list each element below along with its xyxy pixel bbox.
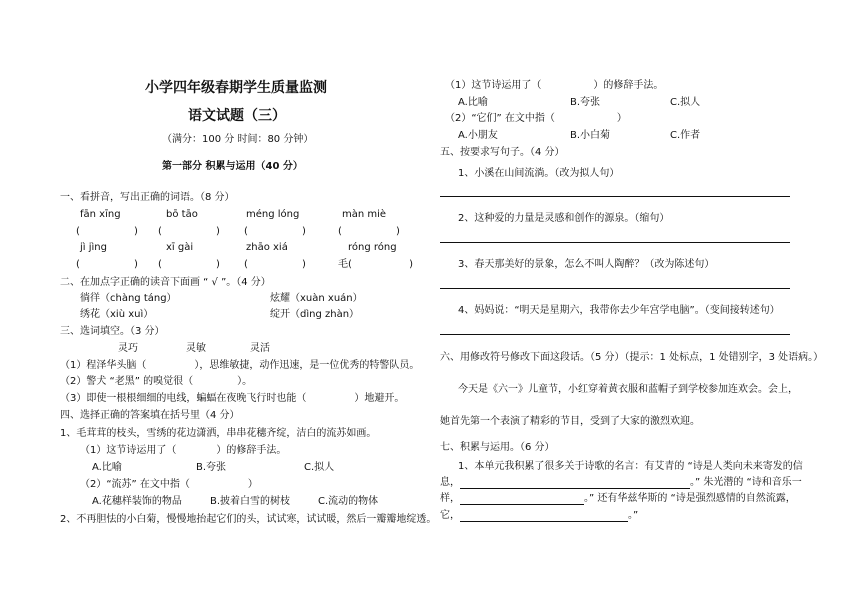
answer-box-mao[interactable]: 毛( ) [338, 259, 414, 270]
word-option: 灵活 [250, 343, 270, 354]
option-a[interactable]: A.比喻 [92, 462, 122, 473]
answer-blank[interactable] [460, 493, 584, 505]
q1-title: 一、看拼音，写出正确的词语。（8 分） [60, 192, 235, 203]
q5-item-4: 4、妈妈说：“明天是星期六，我带你去少年宫学电脑”。（变间接转述句） [458, 305, 780, 316]
answer-blank[interactable] [460, 477, 690, 489]
answer-box[interactable]: ( ) [338, 226, 400, 237]
option-c[interactable]: C.作者 [670, 130, 701, 141]
pinyin: róng róng [348, 242, 397, 253]
answer-line[interactable] [440, 288, 790, 289]
score-line: （满分：100 分 时间：80 分钟） [162, 134, 314, 145]
pinyin: fān xīng [80, 209, 121, 220]
option-c[interactable]: C.拟人 [670, 97, 701, 108]
part-heading: 第一部分 积累与运用（40 分） [162, 161, 303, 172]
q5-title: 五、按要求写句子。（4 分） [440, 147, 565, 158]
answer-line[interactable] [440, 334, 790, 335]
option-b[interactable]: B.披着白雪的树枝 [210, 496, 291, 507]
q5-item-2: 2、这种爱的力量是灵感和创作的源泉。（缩句） [458, 213, 670, 224]
q3-sentence-3: （3）即使一根根细细的电线，蝙蝠在夜晚飞行时也能（ ）地避开。 [60, 393, 405, 404]
q4-poem-1: 1、毛茸茸的枝头，雪绣的花边潇洒，串串花穗齐绽，洁白的流苏如画。 [60, 428, 377, 439]
option-b[interactable]: B.夸张 [570, 97, 601, 108]
q4-sub-1: （1）这节诗运用了（ ）的修辞手法。 [80, 445, 287, 456]
right-sub-2: （2）“它们” 在文中指（ ） [445, 113, 627, 124]
q3-title: 三、选词填空。（3 分） [60, 326, 165, 337]
pinyin: méng lóng [246, 209, 300, 220]
q4-sub-2: （2）“流苏” 在文中指（ ） [80, 479, 258, 490]
q3-sentence-2: （2）警犬 “老黑” 的嗅觉很（ ）。 [60, 376, 253, 387]
answer-line[interactable] [440, 242, 790, 243]
option-c[interactable]: C.拟人 [304, 462, 335, 473]
right-sub-1: （1）这节诗运用了（ ）的修辞手法。 [445, 80, 664, 91]
pinyin: xī gài [166, 242, 194, 253]
pinyin: màn miè [342, 209, 387, 220]
q2-item[interactable]: 炫耀（xuàn xuán） [270, 293, 363, 304]
q2-item[interactable]: 绽开（dìng zhàn） [270, 309, 360, 320]
q6-passage-line-1[interactable]: 今天是《六一》儿童节，小红穿着黄衣服和蓝帽子到学校参加连欢会。会上， [458, 384, 798, 395]
answer-blank[interactable] [460, 510, 628, 522]
q7-line-3: 样， 。” 还有华兹华斯的 “诗是强烈感情的自然流露， [440, 493, 796, 504]
q3-sentence-1: （1）程泽华头脑（ ），思维敏捷，动作迅速，是一位优秀的特警队员。 [60, 360, 420, 371]
option-b[interactable]: B.小白菊 [570, 130, 611, 141]
q2-item[interactable]: 绣花（xiù xuì） [80, 309, 154, 320]
q7-title: 七、积累与运用。（6 分） [440, 442, 555, 453]
word-option: 灵敏 [186, 343, 206, 354]
answer-box[interactable]: ( ) [244, 226, 306, 237]
option-c[interactable]: C.流动的物体 [318, 496, 379, 507]
option-a[interactable]: A.花穗样装饰的物品 [92, 496, 182, 507]
mao-char: 毛 [338, 259, 348, 270]
answer-box[interactable]: ( ) [158, 259, 220, 270]
q7-line-4: 它， 。” [440, 510, 639, 521]
answer-box[interactable]: ( ) [76, 259, 138, 270]
pinyin: zhāo xiá [246, 242, 288, 253]
option-b[interactable]: B.夸张 [196, 462, 227, 473]
answer-box[interactable]: ( ) [158, 226, 220, 237]
q2-item[interactable]: 徜徉（chàng táng） [80, 293, 177, 304]
answer-line[interactable] [440, 196, 790, 197]
word-option: 灵巧 [118, 343, 138, 354]
q2-title: 二、在加点字正确的读音下面画 “ √ ”。（4 分） [60, 277, 271, 288]
q7-line-1: 1、本单元我积累了很多关于诗歌的名言：有艾青的 “诗是人类向未来寄发的信 [458, 461, 803, 472]
answer-box[interactable]: ( ) [244, 259, 306, 270]
answer-box[interactable]: ( ) [76, 226, 138, 237]
exam-subtitle: 语文试题（三） [188, 108, 286, 124]
pinyin: jì jìng [80, 242, 107, 253]
q4-poem-2: 2、不再胆怯的小白菊，慢慢地抬起它们的头，试试寒，试试暖，然后一瓣瓣地绽透。 [60, 514, 437, 525]
exam-title: 小学四年级春期学生质量监测 [145, 80, 327, 96]
option-a[interactable]: A.比喻 [458, 97, 488, 108]
q6-passage-line-2[interactable]: 她首先第一个表演了精彩的节目，受到了大家的激烈欢迎。 [440, 416, 700, 427]
q5-item-1: 1、小溪在山间流淌。（改为拟人句） [458, 168, 620, 179]
pinyin: bō tāo [166, 209, 198, 220]
q7-line-2: 息， 。” 朱光潜的 “诗和音乐一 [440, 477, 802, 488]
q5-item-3: 3、春天那美好的景象，怎么不叫人陶醉？（改为陈述句） [458, 259, 715, 270]
q4-title: 四、选择正确的答案填在括号里（4 分） [60, 410, 240, 421]
option-a[interactable]: A.小朋友 [458, 130, 498, 141]
q6-title: 六、用修改符号修改下面这段话。（5 分）（提示：1 处标点，1 处错别字，3 处语病。） [440, 352, 824, 363]
